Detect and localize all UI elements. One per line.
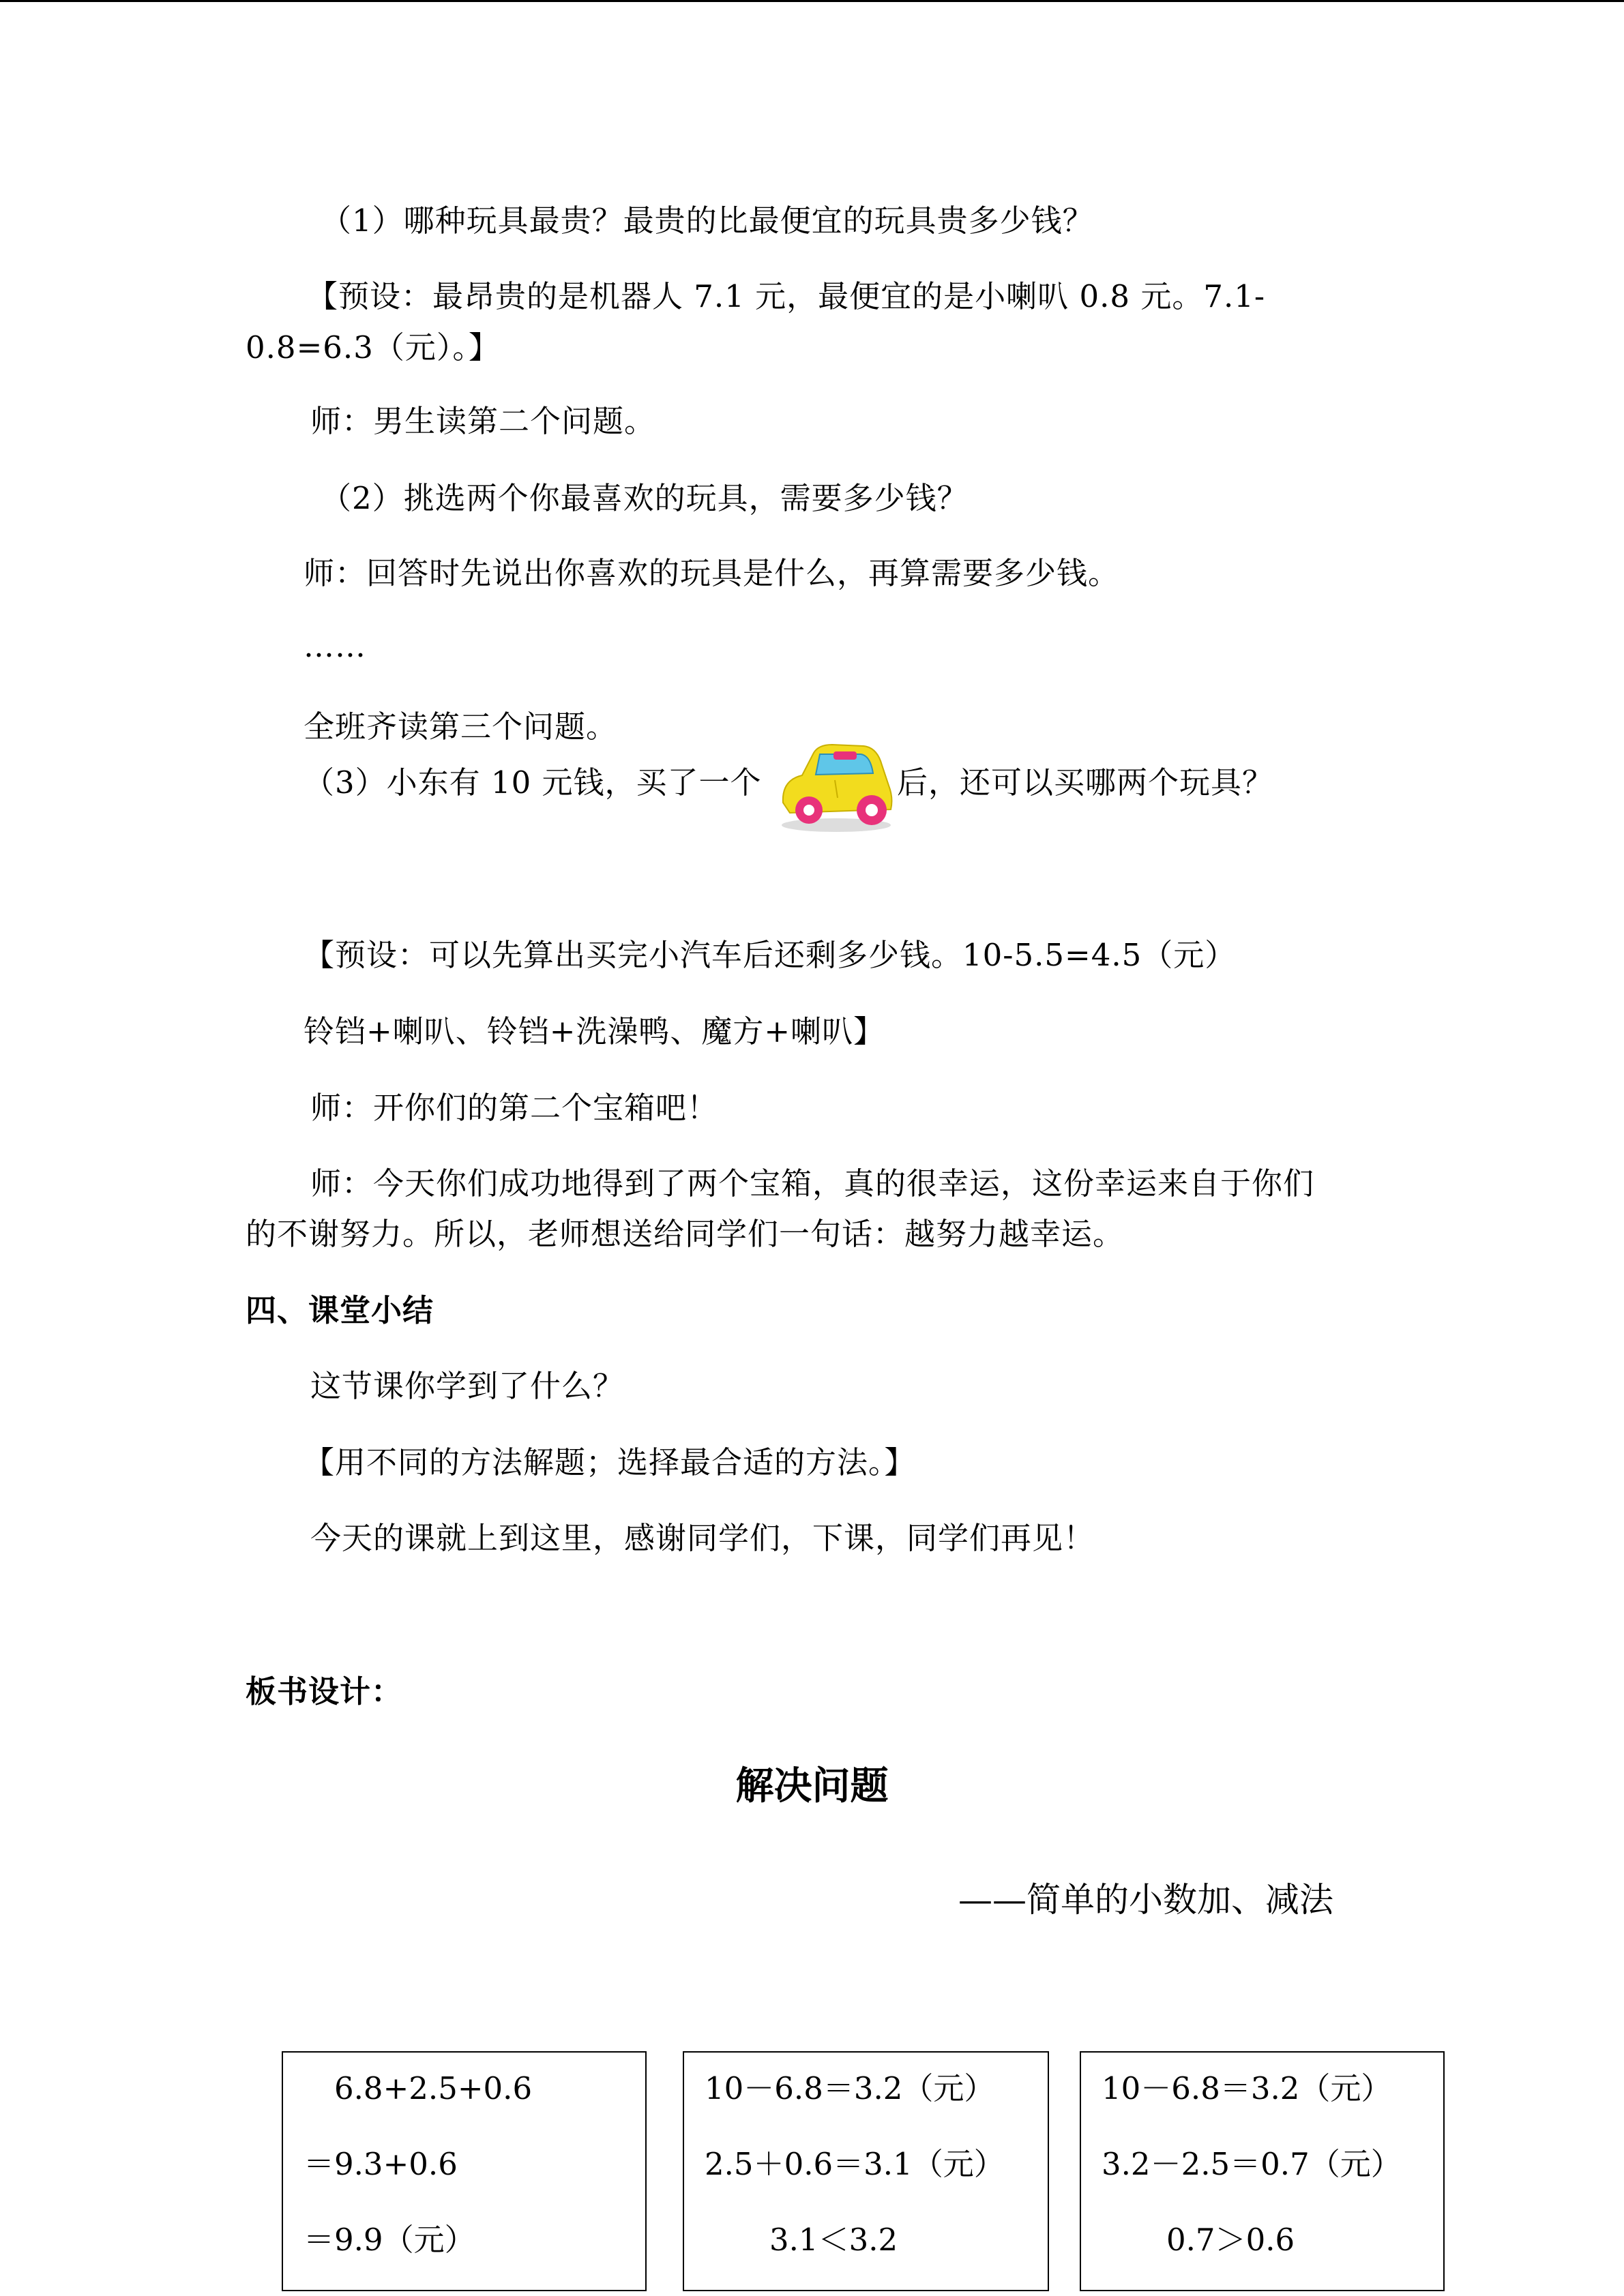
teacher-line-1: 师：男生读第二个问题。 [310,403,656,439]
question-1: （1）哪种玩具最贵？最贵的比最便宜的玩具贵多少钱？ [321,203,1094,239]
box3-row3: 0.7＞0.6 [1166,2222,1295,2258]
board-box-3 [1080,2051,1445,2291]
box1-row1: 6.8+2.5+0.6 [334,2070,533,2106]
summary-question: 这节课你学到了什么？ [310,1368,625,1404]
board-title: 解决问题 [735,1764,889,1808]
class-reads-q3: 全班齐读第三个问题。 [304,709,618,745]
board-design-label: 板书设计： [246,1673,403,1710]
teacher-line-4: 师：今天你们成功地得到了两个宝箱，真的很幸运，这份幸运来自于你们 [310,1165,1315,1202]
board-box-2 [683,2051,1049,2291]
board-subtitle: ——简单的小数加、减法 [958,1880,1333,1920]
preset-3-line2: 铃铛+喇叭、铃铛+洗澡鸭、魔方+喇叭】 [304,1013,885,1049]
teacher-line-3: 师：开你们的第二个宝箱吧！ [310,1090,719,1126]
summary-answer: 【用不同的方法解题；选择最合适的方法。】 [304,1444,916,1480]
page-top-border [0,0,1624,2]
preset-3-line1: 【预设：可以先算出买完小汽车后还剩多少钱。10-5.5=4.5（元） [304,937,1237,973]
box2-row1: 10－6.8＝3.2（元） [705,2070,995,2106]
question-3-part1: （3）小东有 10 元钱，买了一个 [304,764,762,801]
teacher-line-4-cont: 的不谢努力。所以，老师想送给同学们一句话：越努力越幸运。 [246,1216,1125,1252]
section-heading-summary: 四、课堂小结 [246,1292,434,1328]
box3-row2: 3.2－2.5＝0.7（元） [1102,2146,1402,2182]
box2-row2: 2.5＋0.6＝3.1（元） [705,2146,1005,2182]
box1-row3: ＝9.9（元） [304,2222,475,2258]
teacher-line-2: 师：回答时先说出你喜欢的玩具是什么，再算需要多少钱。 [304,555,1120,591]
box1-row2: ＝9.3+0.6 [304,2146,458,2182]
question-2: （2）挑选两个你最喜欢的玩具，需要多少钱？ [321,480,969,516]
toy-car-icon [776,738,896,837]
closing-remark: 今天的课就上到这里，感谢同学们，下课，同学们再见！ [310,1520,1095,1556]
preset-1-line2: 0.8=6.3（元）。】 [246,329,500,366]
box3-row1: 10－6.8＝3.2（元） [1102,2070,1392,2106]
ellipsis: …… [304,628,366,664]
board-box-1 [282,2051,647,2291]
preset-1-line1: 【预设：最昂贵的是机器人 7.1 元，最便宜的是小喇叭 0.8 元。7.1- [307,278,1266,314]
question-3-part2: 后，还可以买哪两个玩具？ [897,764,1274,801]
box2-row3: 3.1＜3.2 [769,2222,898,2258]
